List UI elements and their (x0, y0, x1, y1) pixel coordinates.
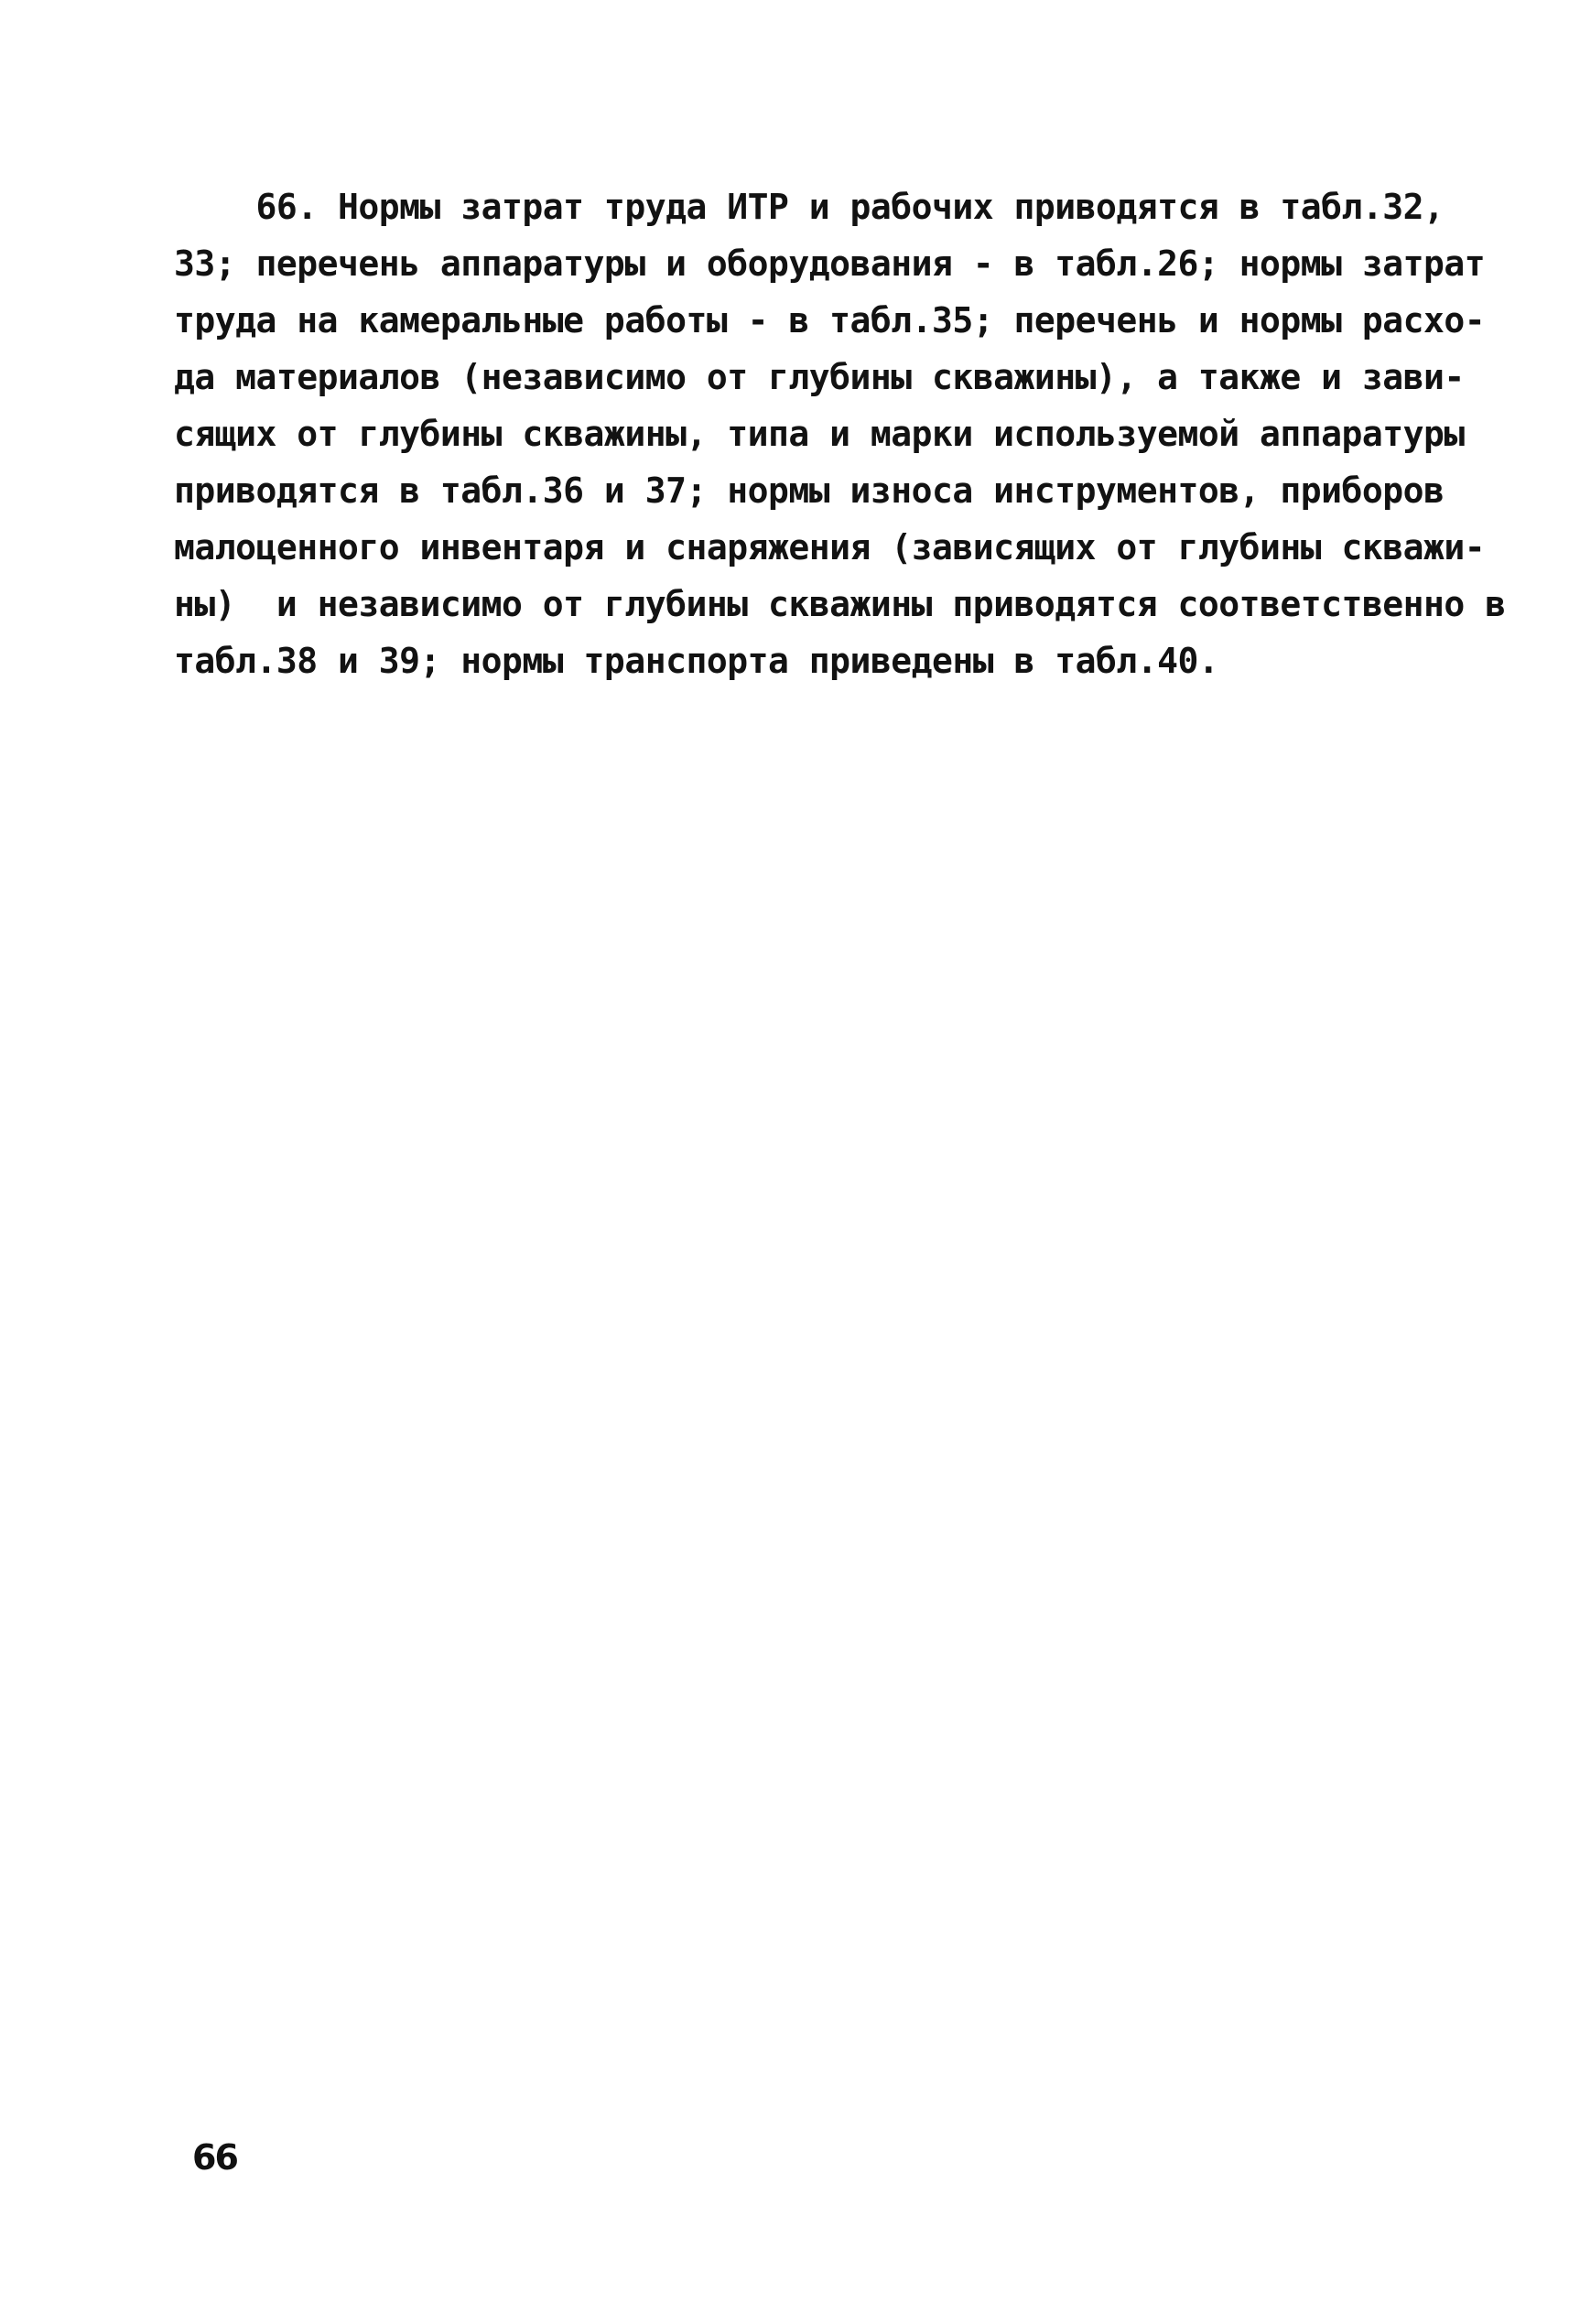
paragraph-line: приводятся в табл.36 и 37; нормы износа инструментов, приборов (174, 470, 1445, 511)
paragraph-66 (174, 178, 1506, 689)
paragraph-line: табл.38 и 39; нормы транспорта приведены в табл.40. (174, 641, 1219, 681)
paragraph-line: 33; перечень аппаратуры и оборудования - в табл.26; нормы затрат (174, 243, 1486, 284)
paragraph-line: сящих от глубины скважины, типа и марки используемой аппаратуры (174, 414, 1465, 454)
paragraph-line: малоценного инвентаря и снаряжения (зависящих от глубины скважи- (174, 527, 1486, 567)
paragraph-line: 66. Нормы затрат труда ИТР и рабочих приводятся в табл.32, (174, 187, 1445, 227)
paragraph-line: труда на камеральные работы - в табл.35; перечень и нормы расхо- (174, 300, 1486, 340)
paragraph-line: да материалов (независимо от глубины скважины), а также и зави- (174, 357, 1465, 397)
page-number: 66 (192, 2137, 237, 2178)
paragraph-line: ны) и независимо от глубины скважины приводятся соответственно в (174, 584, 1506, 624)
